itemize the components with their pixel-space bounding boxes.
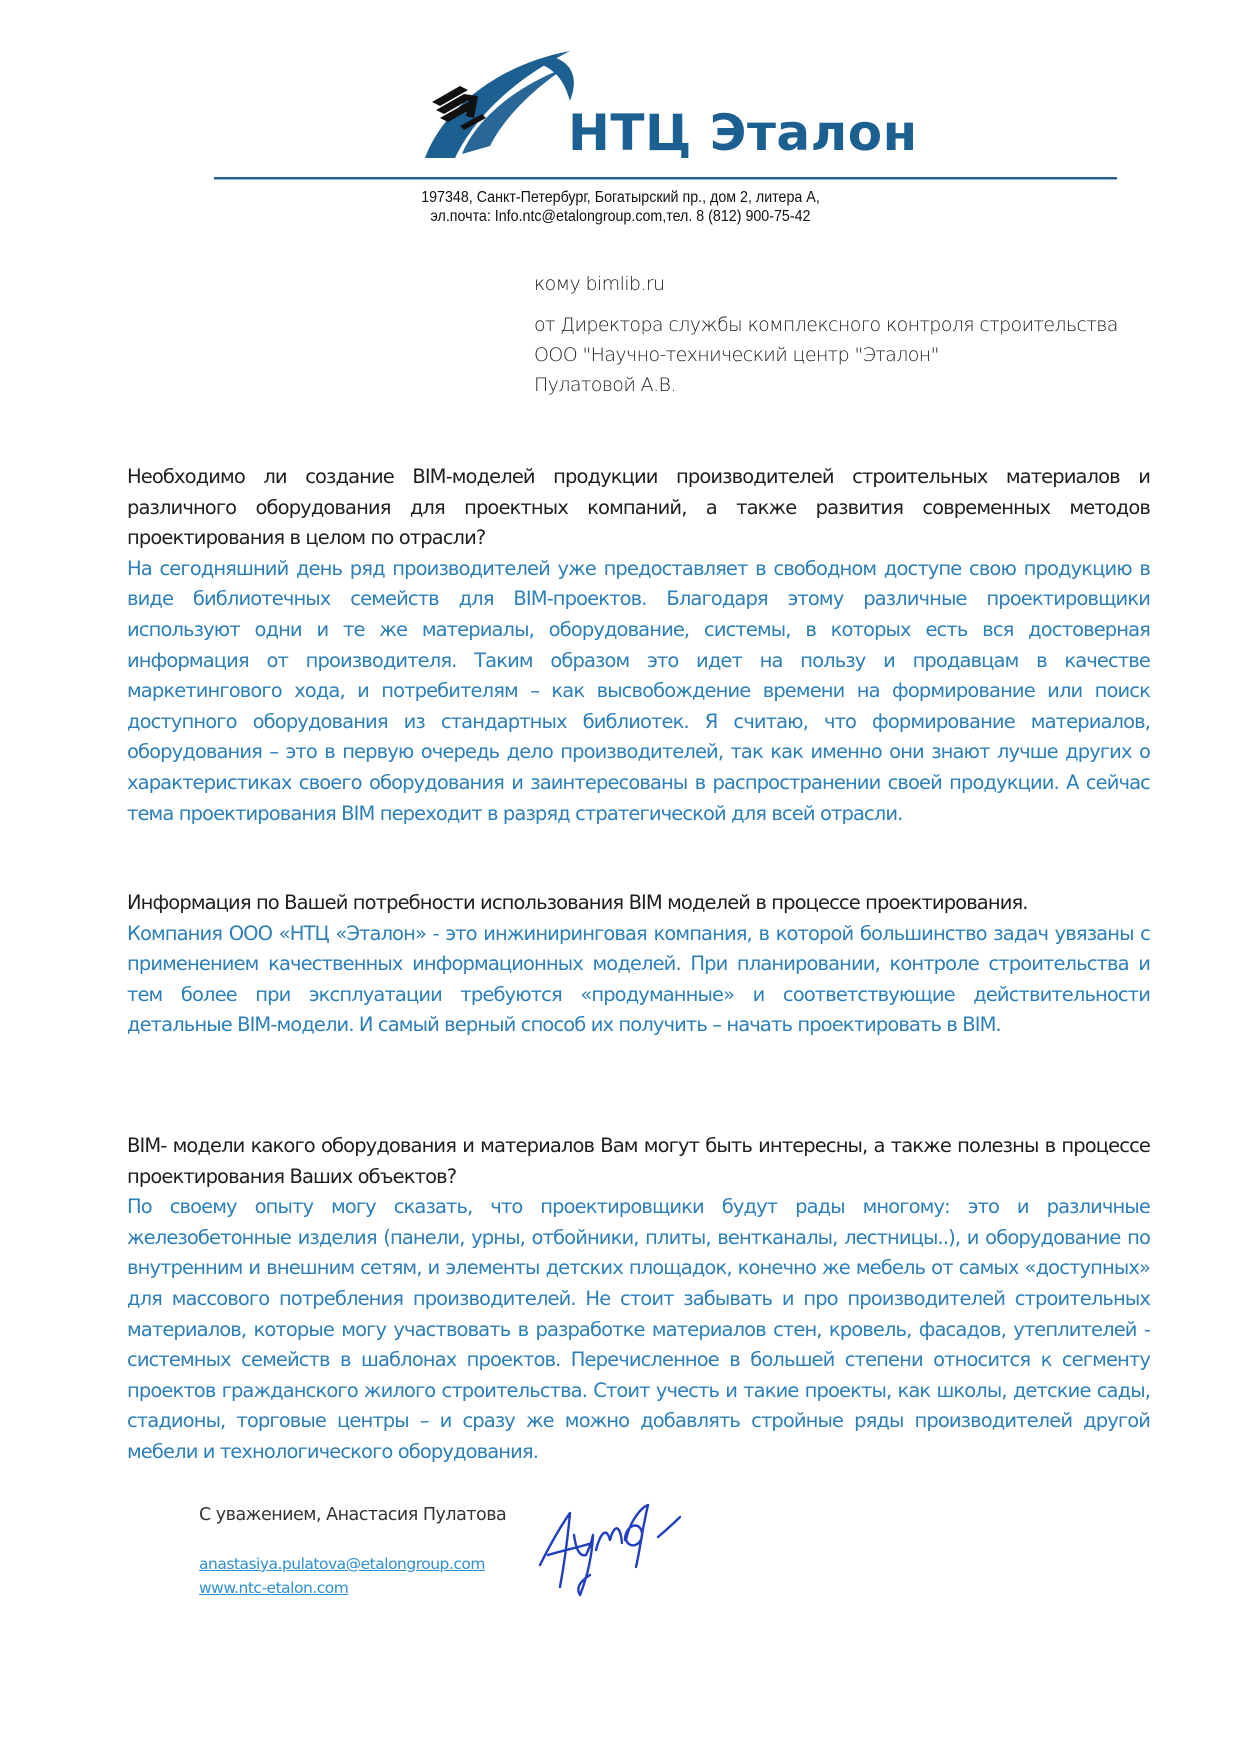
regards-text: С уважением, Анастасия Пулатова (199, 1505, 507, 1525)
answer-1: На сегодняшний день ряд производителей уже предоставляет в свободном доступе свою продукцию в виде библиотечных семейств для BIM-проектов. Благодаря этому различные проектировщики используют одни и те же материалы, оборудование, системы, в которых есть вся достоверная информация от производителя. Таким образом это идет на пользу и продавцам в качестве маркетингового хода, и потребителям – как высвобождение времени на формирование или поиск доступного оборудования из стандартных библиотек. Я считаю, что формирование материалов, оборудования – это в первую очередь дело производителей, так как именно они знают лучше других о характеристиках своего оборудования и заинтересованы в распространении своей продукции. А сейчас тема проектирования BIM переходит в разряд стратегической для всей отрасли. (127, 556, 1150, 825)
question-3: BIM- модели какого оборудования и материалов Вам могут быть интересны, а также полезны в процессе проектирования Ваших объектов? (127, 1134, 1150, 1188)
from-line-title: от Директора службы комплексного контроля строительства (534, 314, 1118, 336)
question-1: Необходимо ли создание BIM-моделей продукции производителей строительных материалов и различного оборудования для проектных компаний, а также развития современных методов проектирования в целом по отрасли? (127, 465, 1150, 550)
header-divider (214, 177, 1117, 180)
qa-section-1 (127, 462, 1150, 829)
email-link[interactable]: anastasiya.pulatova@etalongroup.com (199, 1555, 485, 1573)
addressee-to (534, 269, 664, 299)
from-line-company: ООО "Научно-технический центр "Эталон" (534, 344, 939, 366)
ntc-etalon-logo-icon (420, 46, 590, 166)
addressee-from (534, 310, 1118, 400)
company-contacts: эл.почта: Info.ntc@etalongroup.com,тел. 8 (812) 900-75-42 (430, 208, 811, 225)
brand-name: НТЦ Эталон (568, 104, 918, 162)
to-line: кому bimlib.ru (534, 273, 665, 295)
qa-section-2 (127, 888, 1150, 1041)
question-2: Информация по Вашей потребности использования BIM моделей в процессе проектирования. (127, 891, 1028, 914)
website-link[interactable]: www.ntc-etalon.com (199, 1579, 349, 1597)
company-address: 197348, Санкт-Петербург, Богатырский пр., дом 2, литера А, (421, 189, 820, 206)
answer-3: По своему опыту могу сказать, что проектировщики будут рады многому: это и различные железобетонные изделия (панели, урны, отбойники, плиты, вентканалы, лестницы..), и оборудование по внутренним и внешним сетям, и элементы детских площадок, конечно же мебель от самых «доступных» для массового потребления производителей. Не стоит забывать и про производителей строительных материалов, которые могу участвовать в разработке материалов стен, кровель, фасадов, утеплителей - системных семейств в шаблонах проектов. Перечисленное в большей степени относится к сегменту проектов гражданского жилого строительства. Стоит учесть и такие проекты, как школы, детские сады, стадионы, торговые центры – и сразу же можно добавлять стройные ряды производителей другой мебели и технологического оборудования. (127, 1195, 1150, 1463)
qa-section-3 (127, 1131, 1150, 1468)
from-line-name: Пулатовой А.В. (534, 374, 676, 396)
answer-2: Компания ООО «НТЦ «Эталон» - это инжиниринговая компания, в которой большинство задач увязаны с применением качественных информационных моделей. При планировании, контроле строительства и тем более при эксплуатации требуются «продуманные» и соответствующие действительности детальные BIM-модели. И самый верный способ их получить – начать проектировать в BIM. (127, 921, 1150, 1037)
handwritten-signature-icon (530, 1495, 690, 1600)
